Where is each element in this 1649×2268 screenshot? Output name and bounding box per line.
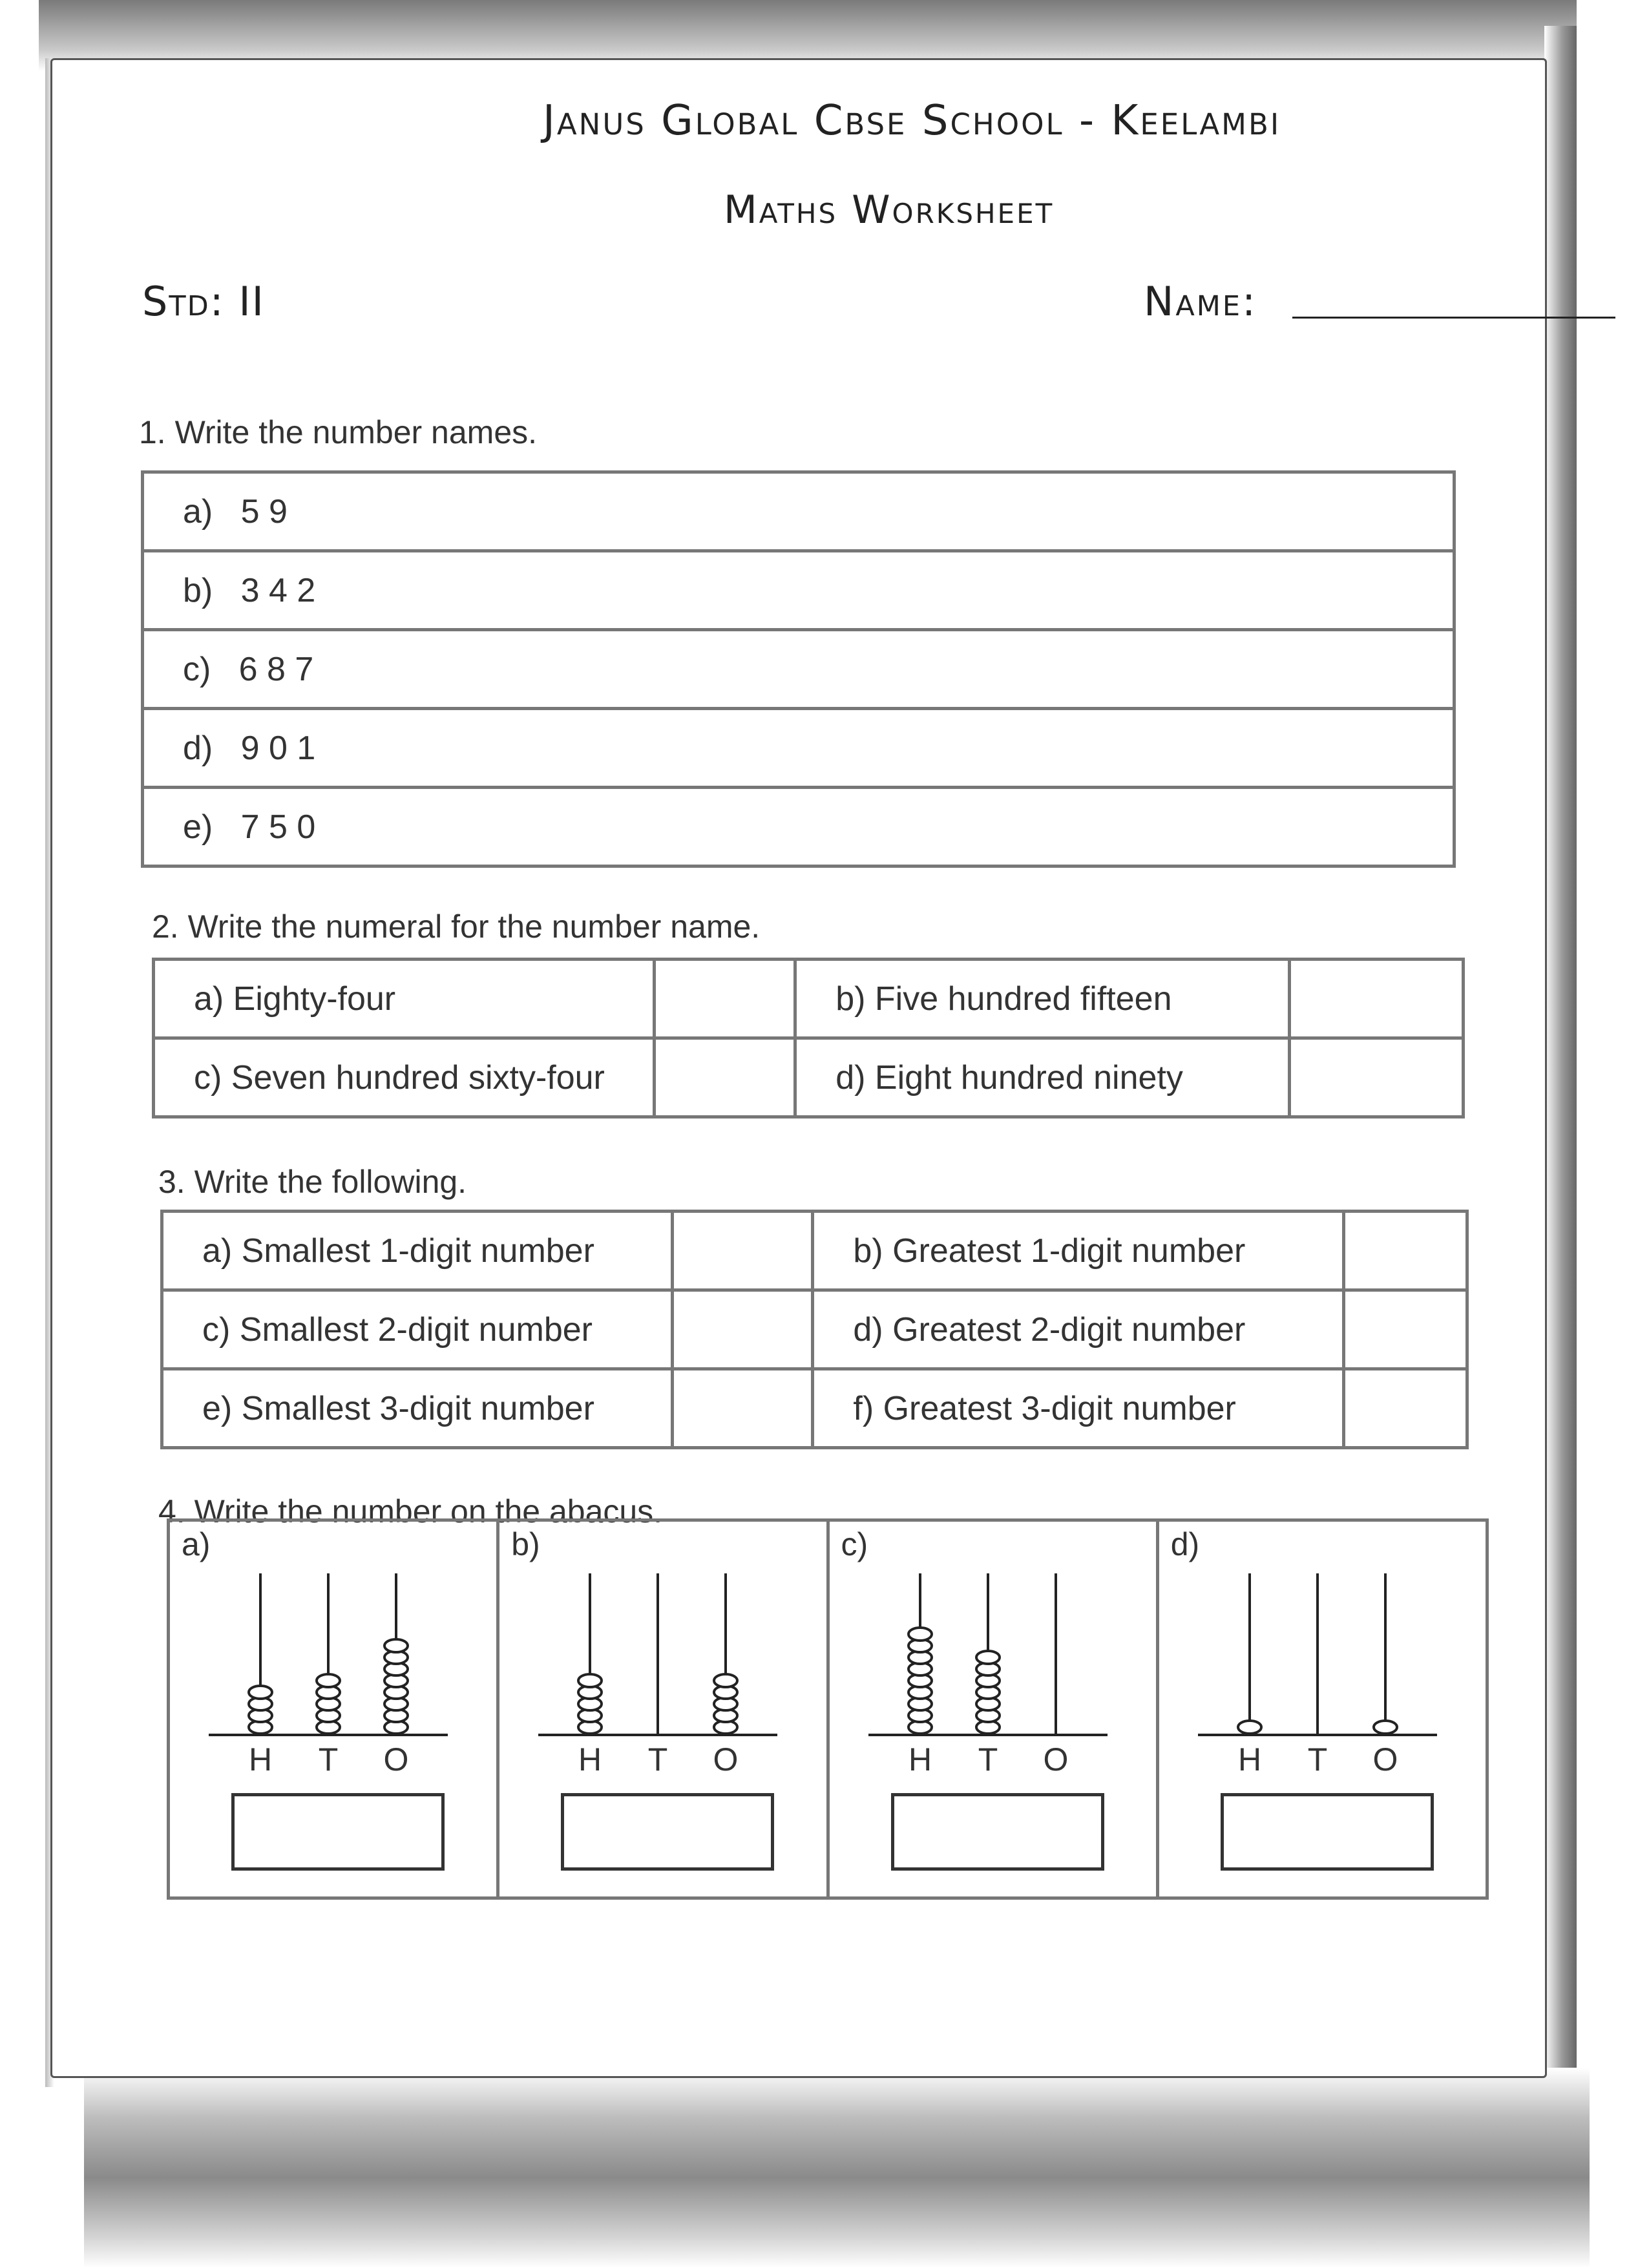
q3-item: d) Greatest 2-digit number [813, 1290, 1343, 1369]
abacus-bead [578, 1674, 602, 1687]
school-name: Janus Global Cbse School - Keelambi [543, 97, 1281, 145]
q3-item: c) Smallest 2-digit number [162, 1290, 673, 1369]
q3-answer-box[interactable] [673, 1290, 813, 1369]
scan-shadow-bottom [84, 2068, 1590, 2268]
q1-row[interactable] [143, 788, 1455, 866]
std-label: Std: II [142, 278, 265, 325]
place-label: H [1237, 1741, 1261, 1778]
abacus-bead [317, 1674, 340, 1687]
abacus-bead [249, 1686, 272, 1699]
abacus-bead [1374, 1721, 1397, 1734]
place-label: O [713, 1741, 739, 1778]
abacus-bead [714, 1674, 737, 1687]
q3-answer-box[interactable] [673, 1369, 813, 1448]
abacus-bead [909, 1628, 932, 1641]
q2-answer-box[interactable] [655, 960, 795, 1038]
abacus-label: b) [511, 1526, 540, 1562]
place-label: T [1307, 1741, 1328, 1778]
q2-answer-box[interactable] [655, 1038, 795, 1117]
q2-heading: 2. Write the numeral for the number name. [152, 908, 761, 945]
abacus-table [167, 1518, 1489, 1900]
q1-item: c) 6 8 7 [143, 630, 1455, 709]
abacus-bead [1238, 1721, 1261, 1734]
q1-item: a) 5 9 [143, 472, 1455, 551]
q3-item: e) Smallest 3-digit number [162, 1369, 673, 1448]
q1-row[interactable] [143, 551, 1455, 630]
place-label: H [578, 1741, 602, 1778]
place-label: T [647, 1741, 668, 1778]
abacus-cell-d [1159, 1522, 1486, 1896]
q4-heading: 4. Write the number on the abacus. [158, 1493, 663, 1529]
abacus-answer-box[interactable] [891, 1793, 1104, 1871]
q3-table [160, 1210, 1469, 1449]
name-label: Name: [1144, 278, 1257, 325]
q2-table [152, 958, 1465, 1118]
q3-item: f) Greatest 3-digit number [813, 1369, 1343, 1448]
q3-item: a) Smallest 1-digit number [162, 1212, 673, 1290]
q1-row[interactable] [143, 630, 1455, 709]
q1-heading: 1. Write the number names. [139, 414, 538, 450]
q3-answer-box[interactable] [1343, 1369, 1467, 1448]
q1-row[interactable] [143, 709, 1455, 788]
abacus-cell-a [170, 1522, 499, 1896]
abacus-bead [976, 1651, 1000, 1664]
q2-answer-box[interactable] [1290, 1038, 1464, 1117]
q2-item: a) Eighty-four [154, 960, 655, 1038]
q3-heading: 3. Write the following. [158, 1164, 467, 1200]
abacus-answer-box[interactable] [1221, 1793, 1434, 1871]
place-label: O [383, 1741, 409, 1778]
abacus-label: a) [182, 1526, 211, 1562]
q1-item: b) 3 4 2 [143, 551, 1455, 630]
place-label: H [248, 1741, 273, 1778]
q2-item: d) Eight hundred ninety [795, 1038, 1290, 1117]
name-answer-line[interactable] [1292, 317, 1615, 319]
place-label: O [1043, 1741, 1068, 1778]
abacus-label: c) [841, 1526, 868, 1562]
q3-answer-box[interactable] [1343, 1290, 1467, 1369]
place-label: H [908, 1741, 932, 1778]
q2-item: b) Five hundred fifteen [795, 960, 1290, 1038]
abacus-answer-box[interactable] [561, 1793, 774, 1871]
q1-item: d) 9 0 1 [143, 709, 1455, 788]
abacus-cell-c [830, 1522, 1159, 1896]
abacus-cell-b [499, 1522, 829, 1896]
q2-item: c) Seven hundred sixty-four [154, 1038, 655, 1117]
q1-row[interactable] [143, 472, 1455, 551]
q1-item: e) 7 5 0 [143, 788, 1455, 866]
abacus-bead [384, 1639, 408, 1652]
q3-answer-box[interactable] [673, 1212, 813, 1290]
abacus-label: d) [1170, 1526, 1200, 1562]
scan-shadow-right [1544, 26, 1577, 2132]
q3-answer-box[interactable] [1343, 1212, 1467, 1290]
q3-item: b) Greatest 1-digit number [813, 1212, 1343, 1290]
q2-answer-box[interactable] [1290, 960, 1464, 1038]
place-label: T [318, 1741, 339, 1778]
abacus-answer-box[interactable] [231, 1793, 445, 1871]
q1-table [141, 470, 1456, 868]
worksheet-title: Maths Worksheet [724, 187, 1055, 233]
place-label: O [1372, 1741, 1398, 1778]
place-label: T [978, 1741, 998, 1778]
